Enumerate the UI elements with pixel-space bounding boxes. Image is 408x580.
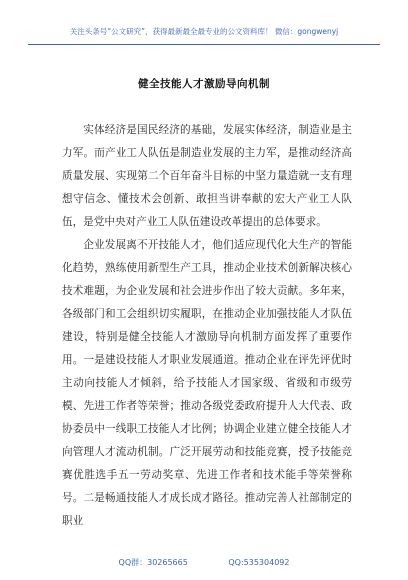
contact-footer — [0, 557, 408, 568]
qq-text: QQ:535304092 — [228, 558, 290, 567]
qq-group-text: QQ群：30265665 — [118, 558, 188, 567]
paragraph-1: 实体经济是国民经济的基础，发展实体经济，制造业是主力军。而产业工人队伍是制造业发展的主力军，是推动经济高质量发展、实现第二个百年奋斗目标的中坚力量造就一支有理想守信念、懂技术会创新、敢担当讲奉献的宏大产业工人队伍，是党中央对产业工人队伍建设改革提出的总体要求。 — [62, 124, 352, 228]
document-title: 健全技能人才激励导向机制 — [138, 78, 270, 90]
header-divider — [28, 44, 380, 45]
promo-header: 关注头条号“公文研究”，获得最新最全最专业的公文资料库！ 微信：gongwenyj — [69, 27, 339, 36]
document-body — [62, 119, 352, 533]
paragraph-2: 企业发展离不开技能人才，他们适应现代化大生产的智能化趋势，熟练使用新型生产工具，推动企业技术创新解决核心技术难题，为企业发展和社会进步作出了较大贡献。多年来，各级部门和工会组织切实履职，在推动企业加强技能人才队伍建设，特别是健全技能人才激励导向机制方面发挥了重要作用。一是建设技能人才职业发展通道。推动企业在评先评优时主动向技能人才倾斜，给予技能人才国家级、省级和市级劳模、先进工作者等荣誉；推动各级党委政府提升人大代表、政协委员中一线职工技能人才比例；协调企业建立健全技能人才向管理人才流动机制。广泛开展劳动和技能竞赛，授予技能竞赛优胜选手五一劳动奖章、先进工作者和技术能手等荣誉称号。二是畅通技能人才成长成才路径。推动完善人社部制定的职业 — [62, 239, 352, 527]
